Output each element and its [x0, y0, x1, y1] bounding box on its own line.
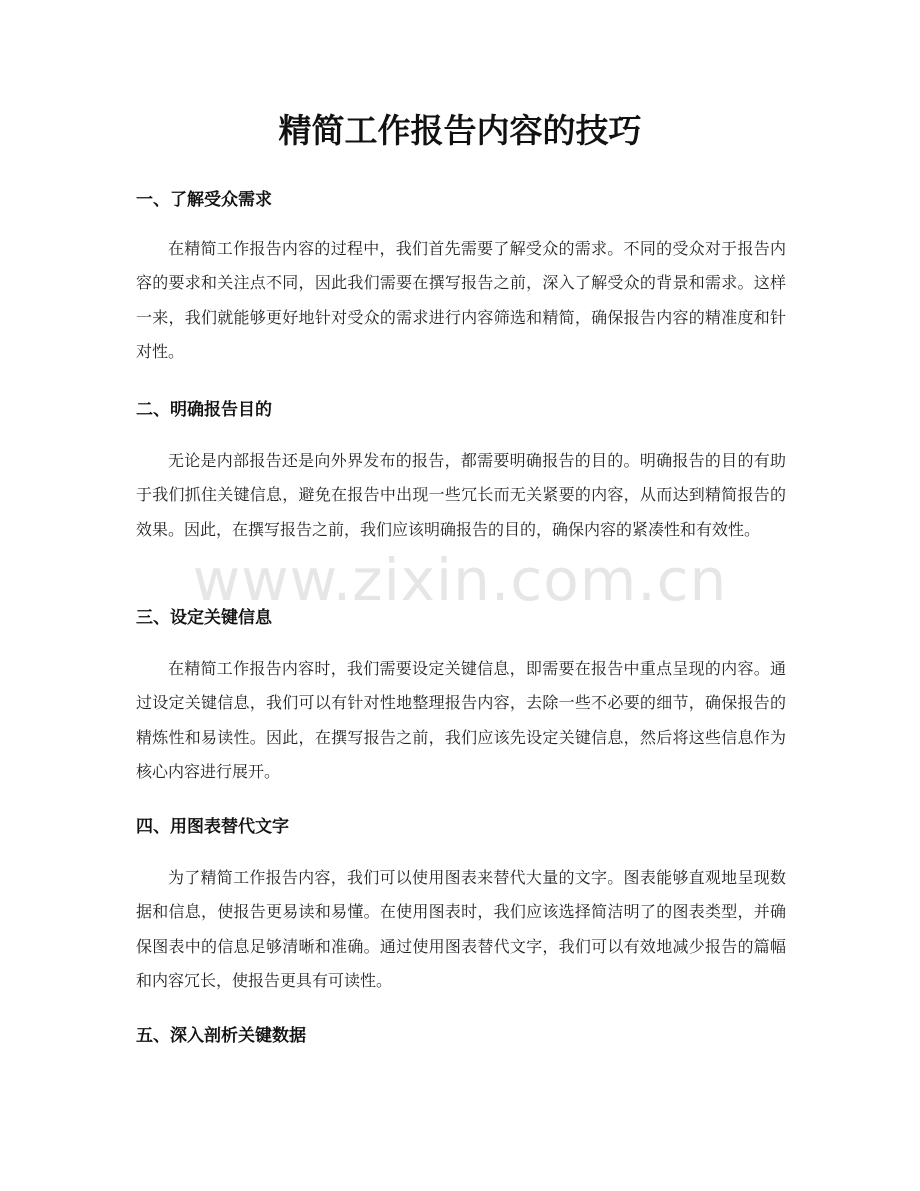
section-heading-1: 一、了解受众需求: [136, 190, 272, 210]
document-title: 精简工作报告内容的技巧: [278, 111, 642, 150]
section-body-4: 为了精简工作报告内容，我们可以使用图表来替代大量的文字。图表能够直观地呈现数据和信息，使报告更易读和易懂。在使用图表时，我们应该选择简洁明了的图表类型，并确保图表中的信息足够清晰和准确。通过使用图表替代文字，我们可以有效地减少报告的篇幅和内容冗长，使报告更具有可读性。: [136, 868, 786, 990]
section-heading-2: 二、明确报告目的: [136, 400, 272, 420]
section-body-1: 在精简工作报告内容的过程中，我们首先需要了解受众的需求。不同的受众对于报告内容的要求和关注点不同，因此我们需要在撰写报告之前，深入了解受众的背景和需求。这样一来，我们就能够更好地针对受众的需求进行内容筛选和精简，确保报告内容的精准度和针对性。: [136, 239, 786, 361]
watermark: www.zixin.com.cn: [192, 546, 728, 614]
section-heading-3: 三、设定关键信息: [136, 608, 272, 628]
section-body-2: 无论是内部报告还是向外界发布的报告，都需要明确报告的目的。明确报告的目的有助于我们抓住关键信息，避免在报告中出现一些冗长而无关紧要的内容，从而达到精简报告的效果。因此，在撰写报告之前，我们应该明确报告的目的，确保内容的紧凑性和有效性。: [136, 451, 786, 539]
section-heading-4: 四、用图表替代文字: [136, 817, 289, 837]
section-body-3: 在精简工作报告内容时，我们需要设定关键信息，即需要在报告中重点呈现的内容。通过设定关键信息，我们可以有针对性地整理报告内容，去除一些不必要的细节，确保报告的精炼性和易读性。因此，在撰写报告之前，我们应该先设定关键信息，然后将这些信息作为核心内容进行展开。: [136, 659, 786, 781]
section-heading-5: 五、深入剖析关键数据: [136, 1026, 306, 1046]
